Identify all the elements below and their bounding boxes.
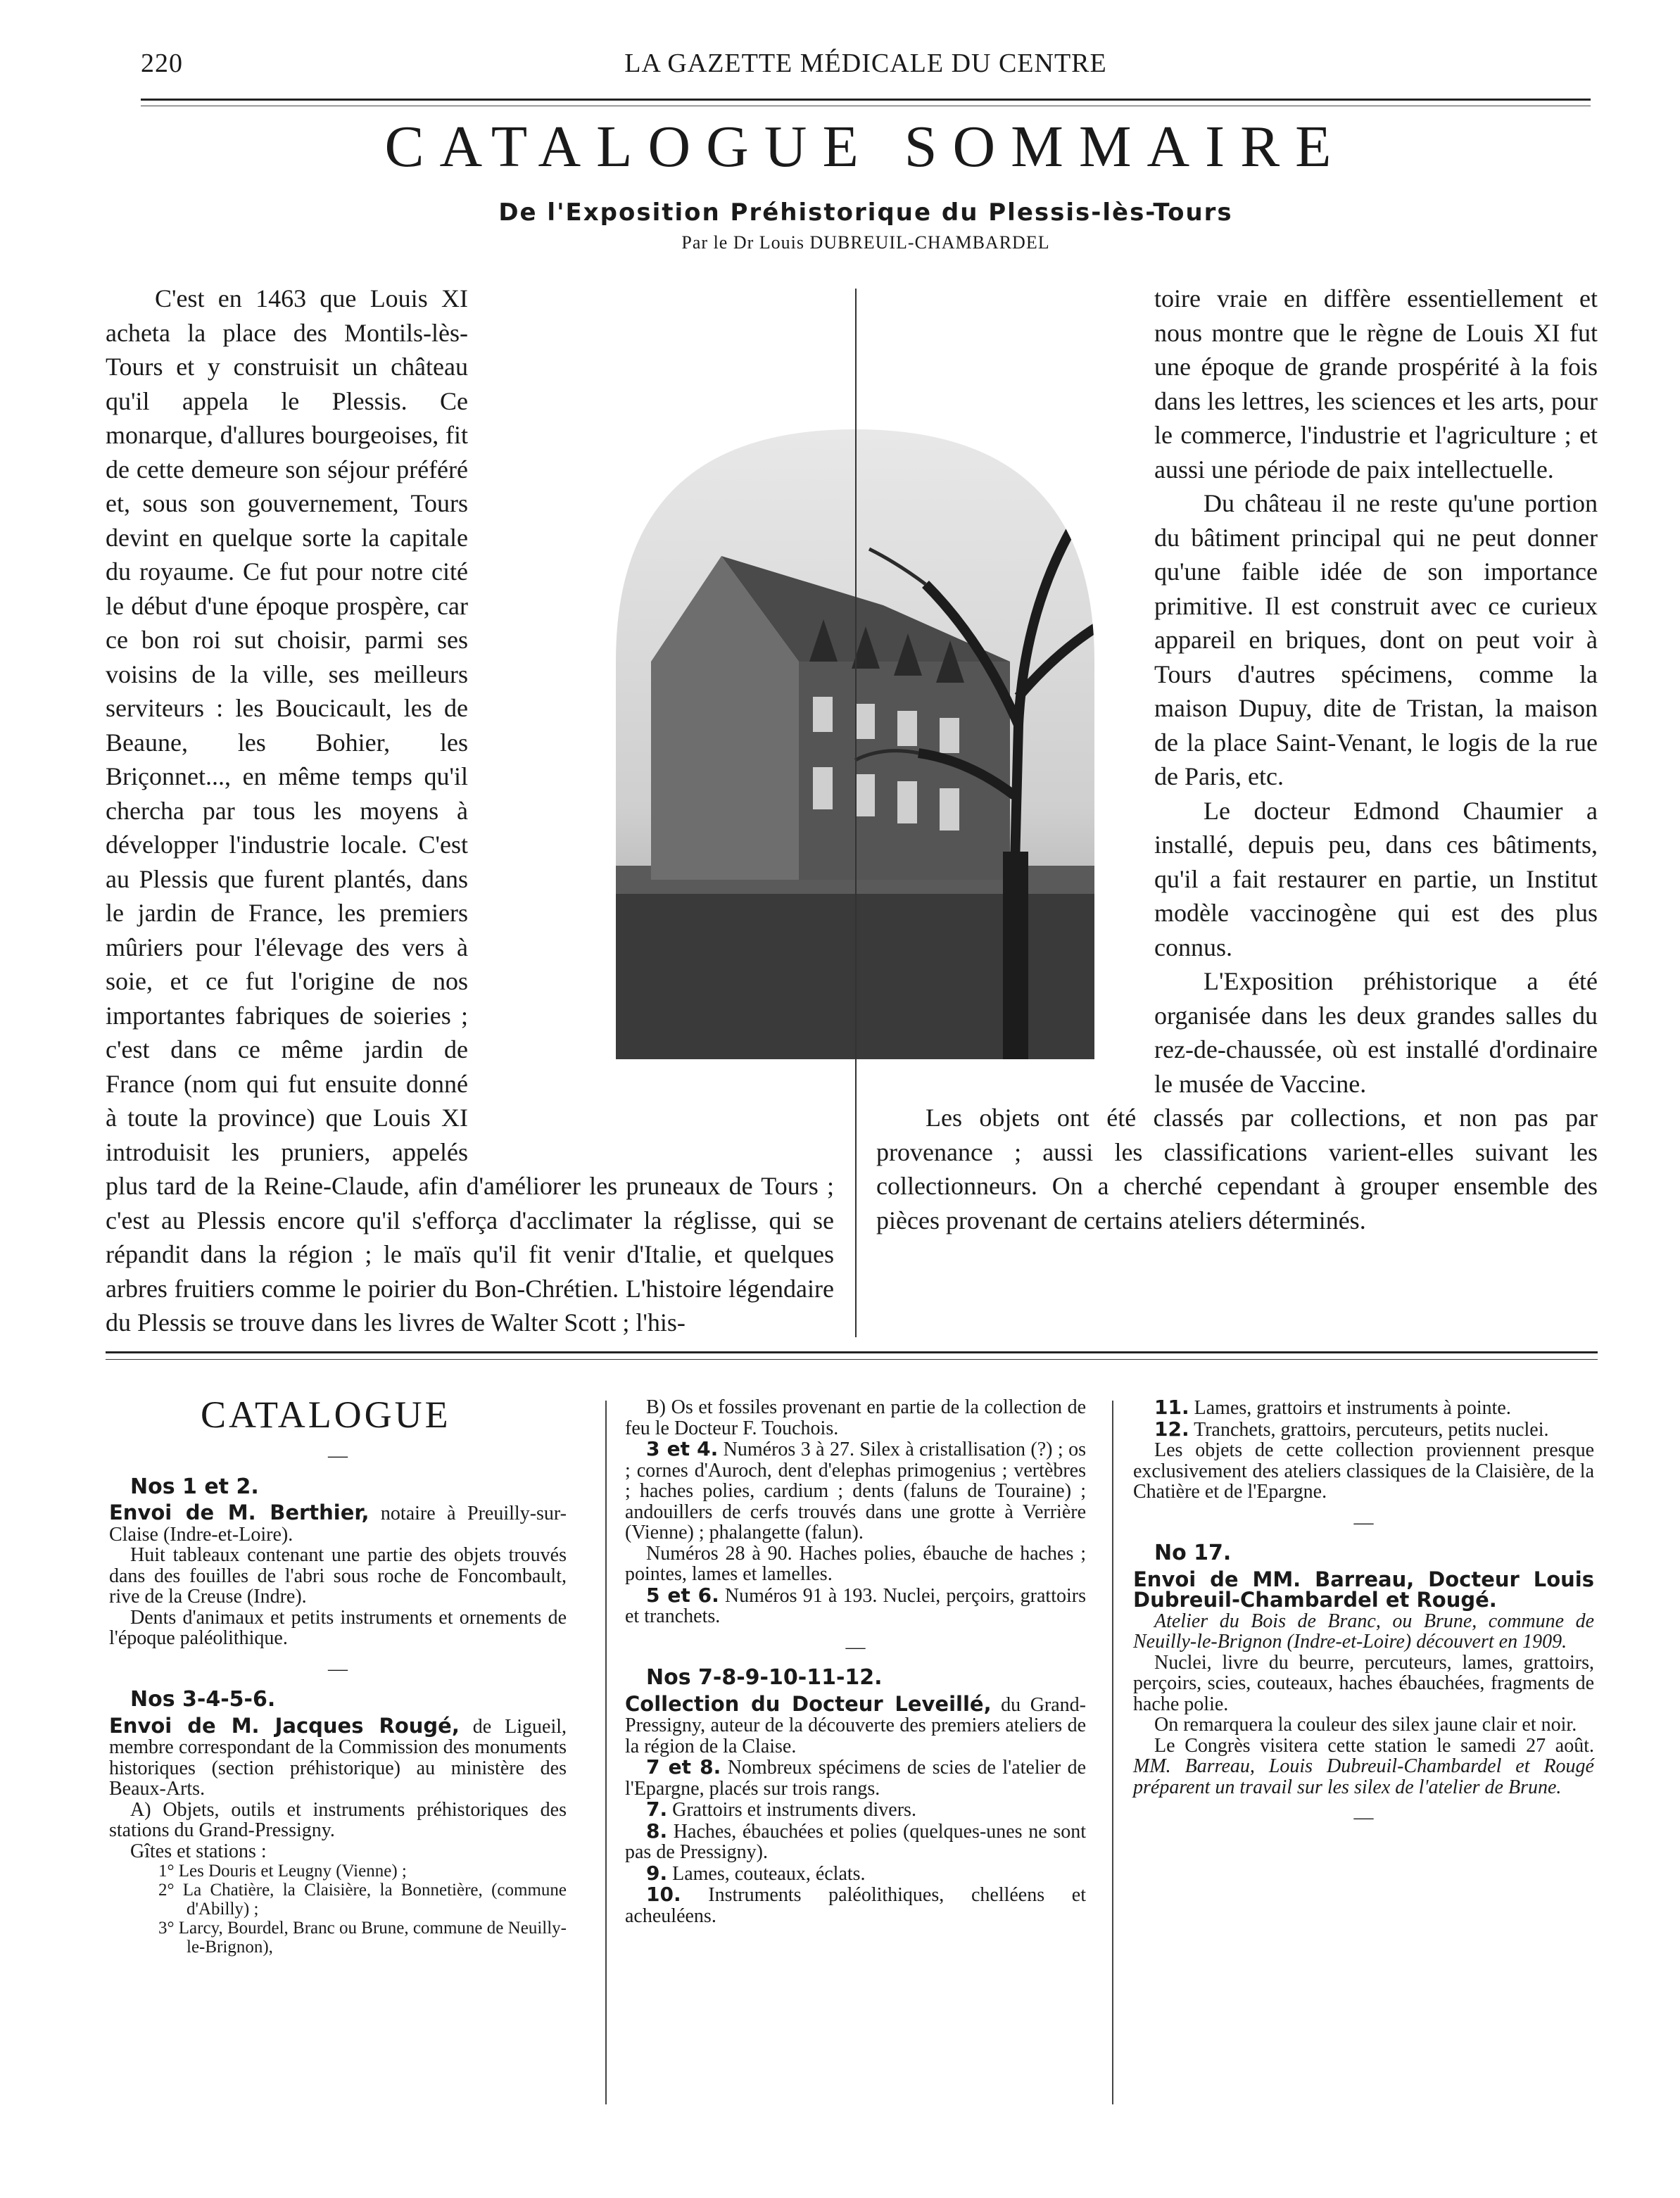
entry-text: Nuclei, livre du beurre, percuteurs, lames, grattoirs, perçoirs, scies, couteaux, haches ébauchées, fragments de hache polie. — [1133, 1651, 1594, 1715]
entry-text: Numéros 3 à 27. Silex à cristallisation (?) ; os ; cornes d'Auroch, dent d'elephas primogenius ; vertèbres ; haches polies, cardium ; dents (faluns de Touraine) ; andouillers de cerfs trouvés dans une grotte à Verrière (Vienne) ; phalangette (falun). — [625, 1439, 1086, 1543]
column-rule — [855, 289, 857, 1337]
catalogue-column-rule — [1112, 1401, 1113, 2104]
sites-list — [109, 1862, 567, 1957]
entry-text: Haches, ébauchées et polies (quelques-unes ne sont pas de Pressigny). — [625, 1820, 1086, 1863]
separator-dash: — — [1353, 1807, 1374, 1828]
entry-item-number: 11. — [1154, 1396, 1189, 1419]
separator-dash: — — [328, 1445, 348, 1467]
entry-text: Nombreux spécimens de scies de l'atelier de l'Epargne, placés sur trois rangs. — [625, 1757, 1086, 1800]
entry-text: B) Os et fossiles provenant en partie de la collection de feu le Docteur F. Touchois. — [625, 1396, 1086, 1439]
article-right-column — [876, 282, 1598, 1341]
entry-text-italic: MM. Barreau, Louis Dubreuil-Chambardel et Rougé préparent un travail sur les silex de l'atelier de Brune. — [1133, 1755, 1594, 1798]
separator-dash: — — [328, 1657, 348, 1680]
entry-text: Le Congrès visitera cette station le samedi 27 août. — [1154, 1734, 1594, 1757]
entry-text: Grattoirs et instruments divers. — [667, 1799, 916, 1821]
entry-text: Numéros 91 à 193. Nuclei, perçoirs, grattoirs et tranchets. — [625, 1584, 1086, 1627]
site-item: 1° Les Douris et Leugny (Vienne) ; — [158, 1862, 407, 1881]
entry-number-heading: No 17. — [1154, 1541, 1232, 1565]
article-paragraph: Les objets ont été classés par collections, et non pas par provenance ; aussi les classifications varient-elles suivant les collectionneurs. On a cherché cependant à grouper ensemble des pièces provenant de certains ateliers déterminés. — [876, 1104, 1598, 1234]
separator-dash: — — [845, 1636, 866, 1658]
entry-sender: Envoi de M. Jacques Rougé, — [109, 1713, 460, 1738]
separator-dash: — — [1353, 1511, 1374, 1534]
entry-text: Gîtes et stations : — [130, 1840, 267, 1862]
article-paragraph: L'Exposition préhistorique a été organisée dans les deux grandes salles du rez-de-chaussée, où est installé d'ordinaire le musée de Vaccine. — [1154, 967, 1598, 1098]
journal-title: LA GAZETTE MÉDICALE DU CENTRE — [624, 49, 1107, 78]
entry-text: Numéros 28 à 90. Haches polies, ébauche de haches ; pointes, lames et lamelles. — [625, 1542, 1086, 1585]
site-item: 2° La Chatière, la Claisière, la Bonnetière, (commune d'Abilly) ; — [158, 1881, 567, 1919]
entry-text: Tranchets, grattoirs, percuteurs, petits nuclei. — [1189, 1418, 1549, 1441]
photo-wrap-space — [876, 394, 1154, 1098]
entry-item-number: 3 et 4. — [646, 1437, 719, 1460]
site-item: 3° Larcy, Bourdel, Branc ou Brune, commune de Neuilly-le-Brignon), — [158, 1919, 567, 1957]
article-byline: Par le Dr Louis DUBREUIL-CHAMBARDEL — [681, 232, 1050, 253]
entry-sender-detail: de Ligueil, membre correspondant de la Commission des monuments historiques (section préhistorique) au ministère des Beaux-Arts. — [109, 1715, 567, 1800]
entry-sender-detail: notaire à Preuilly-sur-Claise (Indre-et-Loire). — [109, 1503, 567, 1546]
catalogue-heading: CATALOGUE — [201, 1394, 451, 1436]
article-title: CATALOGUE SOMMAIRE — [384, 114, 1347, 179]
catalogue-column-3 — [1133, 1397, 1594, 1838]
entry-sender: Envoi de MM. Barreau, Docteur Louis Dubreuil-Chambardel et Rougé. — [1133, 1567, 1594, 1612]
entry-text: Atelier du Bois de Branc, ou Brune, commune de Neuilly-le-Brignon (Indre-et-Loire) découvert en 1909. — [1133, 1610, 1594, 1653]
section-rule — [106, 1351, 1598, 1353]
entry-number-heading: Nos 7-8-9-10-11-12. — [646, 1665, 883, 1690]
entry-text: Lames, grattoirs et instruments à pointe. — [1189, 1397, 1511, 1419]
page-number: 220 — [141, 49, 183, 78]
entry-text: A) Objets, outils et instruments préhistoriques des stations du Grand-Pressigny. — [109, 1798, 567, 1841]
entry-item-number: 7 et 8. — [646, 1755, 721, 1779]
entry-sender: Collection du Docteur Leveillé, — [625, 1691, 992, 1716]
article-left-column — [106, 282, 834, 1341]
entry-item-number: 12. — [1154, 1417, 1189, 1441]
header-rule — [141, 99, 1591, 101]
entry-text: Les objets de cette collection proviennent presque exclusivement des ateliers classiques de la Claisière, de la Chatière et de l'Epargne. — [1133, 1439, 1594, 1503]
running-head — [141, 48, 1591, 84]
catalogue-column-2 — [625, 1397, 1086, 1926]
article-subtitle: De l'Exposition Préhistorique du Plessis-lès-Tours — [498, 198, 1233, 227]
photo-wrap-space — [468, 391, 834, 1165]
section-rule-thin — [106, 1359, 1598, 1360]
article-paragraph: C'est en 1463 que Louis XI acheta la place des Montils-lès-Tours et y construisit un château qu'il appela le Plessis. Ce monarque, d'allures bourgeoises, fit de cette demeure son séjour préféré et, sous son gouvernement, Tours devint en quelque sorte la capitale du royaume. Ce fut pour notre cité le début d'une époque prospère, car ce bon roi sut choisir, parmi ses voisins de la ville, ses meilleurs serviteurs : les Boucicault, les de Beaune, les Bohier, les Briçonnet..., en même temps qu'il chercha par tous les moyens à développer l'industrie locale. C'est au Plessis que furent plantés, dans le jardin de France, les premiers mûriers pour l'élevage des vers à soie, et ce fut l'origine de nos importantes fabriques de soieries ; c'est dans ce même jardin de France (nom qui fut ensuite donné à toute la province) que Louis XI introduisit les pruniers, appelés plus tard de la Reine-Claude, afin d'améliorer les pruneaux de Tours ; c'est au Plessis encore qu'il s'efforça d'acclimater la réglisse, qui se répandit dans la région ; le maïs qu'il fit venir d'Italie, et quelques arbres fruitiers comme le poirier du Bon-Chrétien. L'histoire légendaire du Plessis se trouve dans les livres de Walter Scott ; l'his- — [106, 284, 834, 1337]
catalogue-column-1 — [109, 1394, 567, 1957]
entry-item-number: 8. — [646, 1819, 668, 1843]
entry-text: Dents d'animaux et petits instruments et ornements de l'époque paléolithique. — [109, 1606, 567, 1649]
entry-sender-detail: du Grand-Pressigny, auteur de la découverte des premiers ateliers de la région de la Claise. — [625, 1693, 1087, 1757]
entry-number-heading: Nos 3-4-5-6. — [130, 1687, 276, 1712]
article-paragraph: toire vraie en diffère essentiellement et nous montre que le règne de Louis XI fut une époque de grande prospérité à la fois dans les lettres, les sciences et les arts, pour le commerce, l'industrie et l'agriculture ; et aussi une période de paix intellectuelle. — [1154, 284, 1598, 484]
entry-item-number: 7. — [646, 1798, 668, 1821]
entry-text: Lames, couteaux, éclats. — [667, 1862, 866, 1885]
catalogue-column-rule — [605, 1401, 607, 2104]
entry-item-number: 5 et 6. — [646, 1583, 719, 1607]
article-paragraph: Le docteur Edmond Chaumier a installé, depuis peu, dans ces bâtiments, qu'il a fait restaurer en partie, un Institut modèle vaccinogène qui est des plus connus. — [1154, 796, 1598, 961]
entry-text: Huit tableaux contenant une partie des objets trouvés dans des fouilles de l'abri sous roche de Foncombault, rive de la Creuse (Indre). — [109, 1544, 567, 1608]
article-paragraph: Du château il ne reste qu'une portion du bâtiment principal qui ne peut donner qu'une faible idée de son importance primitive. Il est construit avec ce curieux appareil en briques, dont on peut voir à Tours d'autres spécimens, comme la maison Dupuy, dite de Tristan, la maison de la place Saint-Venant, le logis de la rue de Paris, etc. — [1154, 489, 1598, 790]
entry-item-number: 10. — [646, 1883, 681, 1906]
entry-text: Instruments paléolithiques, chelléens et acheuléens. — [625, 1884, 1086, 1927]
entry-number-heading: Nos 1 et 2. — [130, 1474, 259, 1499]
entry-text: On remarquera la couleur des silex jaune clair et noir. — [1154, 1714, 1577, 1736]
entry-item-number: 9. — [646, 1861, 668, 1885]
entry-sender: Envoi de M. Berthier, — [109, 1501, 370, 1524]
